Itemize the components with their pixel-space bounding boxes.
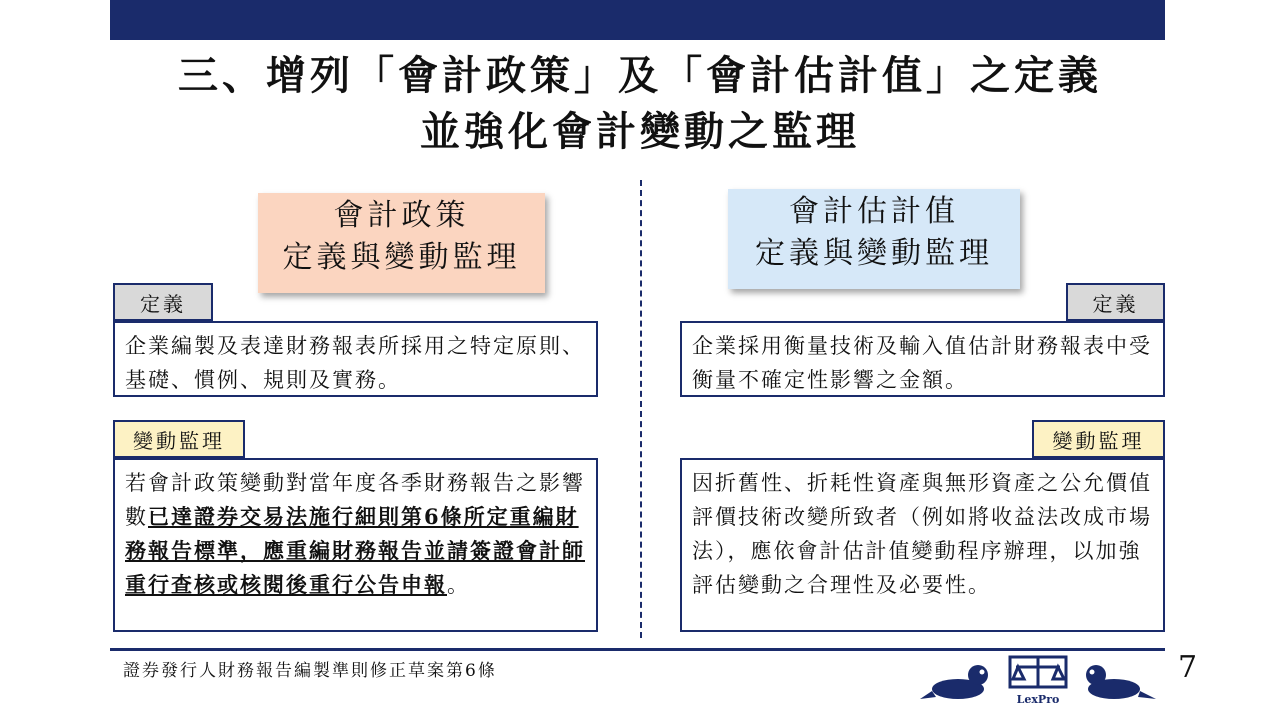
left-supervision-box	[113, 458, 598, 632]
heading-line-2: 定義與變動監理	[755, 236, 993, 271]
page-title	[110, 48, 1170, 160]
accounting-policy-heading	[258, 193, 545, 293]
supervision-text-end: 。	[447, 573, 470, 597]
lexpro-logo	[918, 653, 1158, 711]
center-divider	[640, 180, 642, 638]
supervision-text-emphasis: 已達證券交易法施行細則第6條所定重編財務報告標準，應重編財務報告並請簽證會計師重行查核或核閱後重行公告申報	[125, 504, 585, 597]
title-line-1: 三、增列「會計政策」及「會計估計值」之定義	[178, 52, 1102, 99]
left-definition-tag: 定義	[113, 283, 213, 321]
right-definition-box: 企業採用衡量技術及輸入值估計財務報表中受衡量不確定性影響之金額。	[680, 321, 1165, 397]
scales-of-justice-icon	[1010, 657, 1066, 687]
page-number: 7	[1178, 650, 1198, 685]
left-definition-box: 企業編製及表達財務報表所採用之特定原則、基礎、慣例、規則及實務。	[113, 321, 598, 397]
dragon-right-icon	[1086, 665, 1156, 699]
top-banner	[110, 0, 1165, 40]
right-definition-tag: 定義	[1066, 283, 1165, 321]
dragon-left-icon	[920, 665, 988, 699]
title-line-2: 並強化會計變動之監理	[420, 108, 860, 155]
heading-line-1: 會計估計值	[789, 194, 959, 229]
accounting-estimate-heading	[728, 189, 1020, 289]
heading-line-2: 定義與變動監理	[282, 240, 521, 275]
left-supervision-tag: 變動監理	[113, 420, 245, 458]
source-citation: 證券發行人財務報告編製準則修正草案第6條	[123, 661, 497, 681]
right-supervision-box: 因折舊性、折耗性資產與無形資產之公允價值評價技術改變所致者（例如將收益法改成市場法），應依會計估計值變動程序辦理，以加強評估變動之合理性及必要性。	[680, 458, 1165, 632]
heading-line-1: 會計政策	[333, 198, 470, 233]
logo-text: LexPro	[1016, 693, 1060, 706]
right-supervision-tag: 變動監理	[1032, 420, 1165, 458]
footer-rule	[110, 648, 1165, 651]
supervision-text-plain: 若會計政策變動對當年度各季財務報告之影響數	[125, 471, 585, 529]
